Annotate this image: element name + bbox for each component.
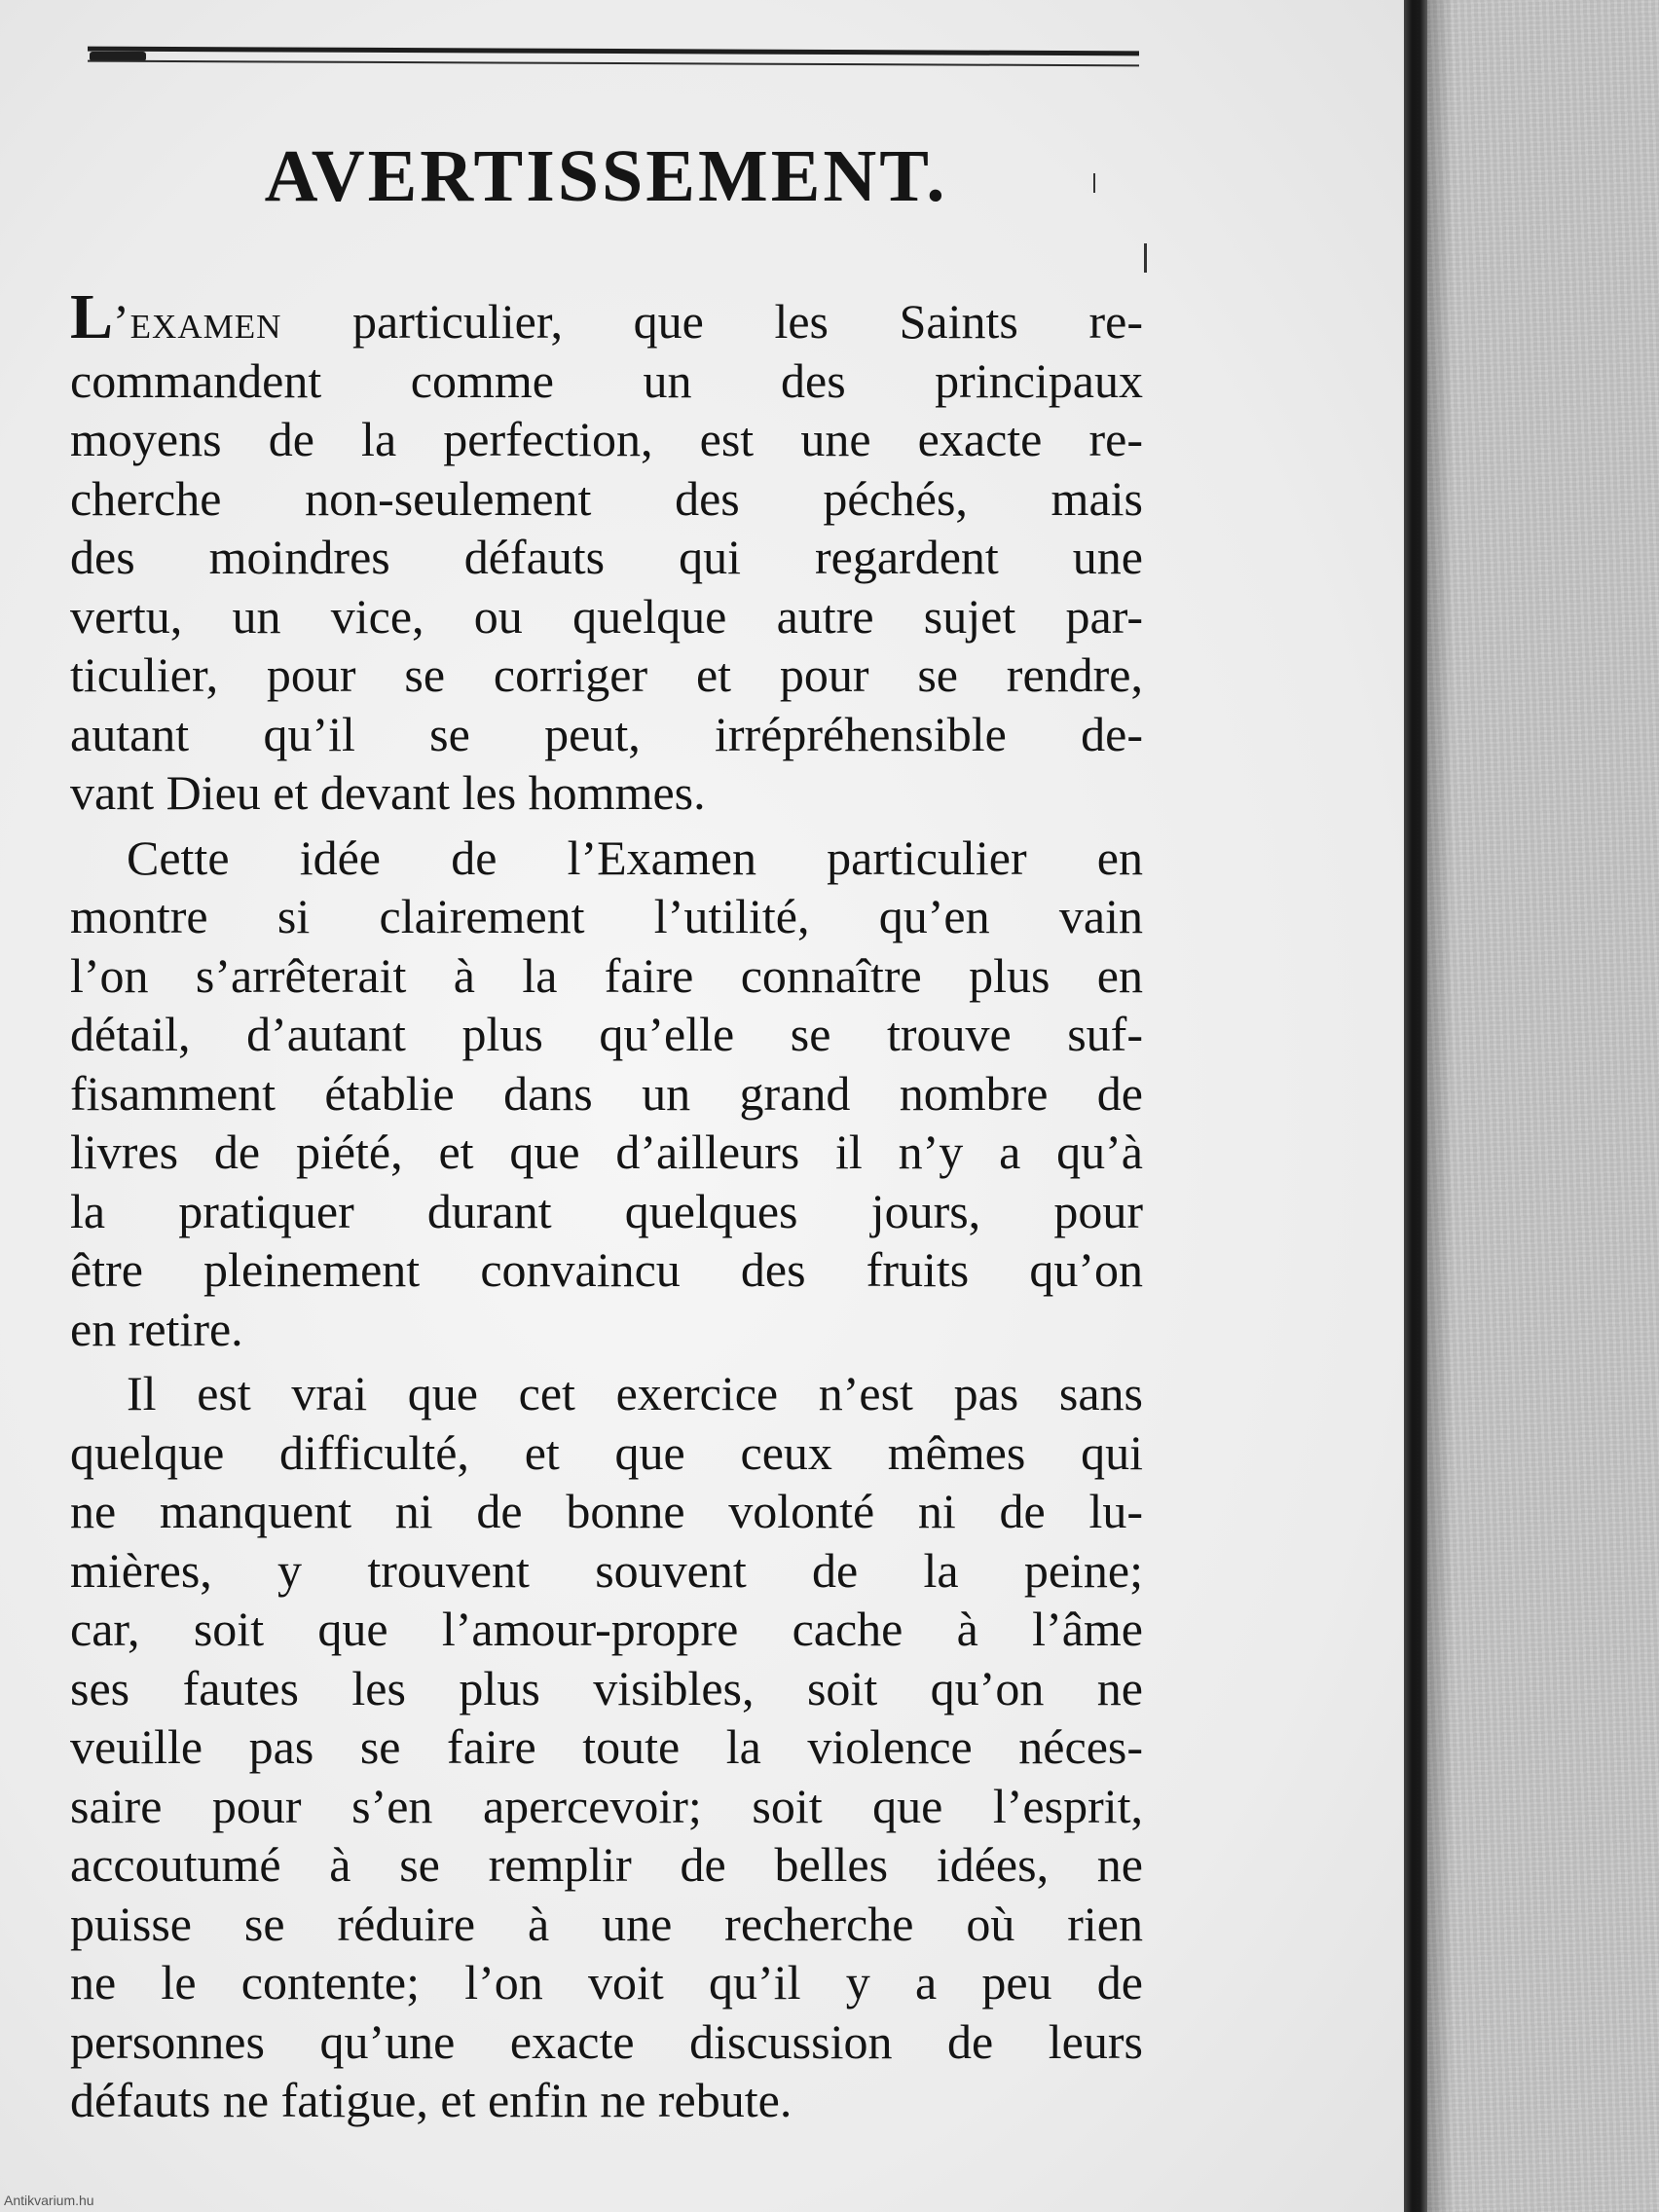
page-title: AVERTISSEMENT.: [264, 135, 948, 217]
margin-mark: [1093, 173, 1095, 193]
watermark: Antikvarium.hu: [4, 2193, 94, 2208]
text-line: ne manquent ni de bonne volonté ni de lu-: [70, 1484, 1143, 1538]
text-line: saire pour s’en apercevoir; soit que l’esprit,: [70, 1778, 1143, 1833]
text-line: moyens de la perfection, est une exacte re-: [70, 412, 1143, 466]
text-line: l’on s’arrêterait à la faire connaître plus en: [70, 947, 1143, 1003]
first-word: ’examen: [113, 294, 282, 349]
text-line: car, soit que l’amour-propre cache à l’âme: [70, 1602, 1143, 1656]
text-line: puisse se réduire à une recherche où rien: [70, 1896, 1143, 1951]
text-line: fisamment établie dans un grand nombre de: [70, 1065, 1143, 1121]
text-line: défauts ne fatigue, et enfin ne rebute.: [70, 2073, 793, 2127]
drop-cap: L: [70, 292, 114, 351]
margin-mark: [1144, 243, 1147, 273]
text-line: montre si clairement l’utilité, qu’en vain: [70, 889, 1143, 943]
line-text: particulier, que les Saints re-: [352, 294, 1143, 349]
text-line: quelque difficulté, et que ceux mêmes qui: [70, 1424, 1143, 1480]
text-line: Cette idée de l’Examen particulier en: [127, 830, 1143, 885]
text-line: cherche non-seulement des péchés, mais: [70, 470, 1143, 526]
book-gutter: [1404, 0, 1427, 2212]
text-line: mières, y trouvent souvent de la peine;: [70, 1542, 1143, 1598]
text-line: en retire.: [70, 1301, 243, 1356]
paragraph-2: [70, 829, 1143, 1359]
text-line: [70, 292, 1143, 351]
text-line: ne le contente; l’on voit qu’il y a peu de: [70, 1955, 1143, 2009]
paragraph-1: [70, 292, 1143, 823]
text-line: ticulier, pour se corriger et pour se rendre,: [70, 647, 1143, 702]
text-line: autant qu’il se peut, irrépréhensible de-: [70, 706, 1143, 761]
text-line: ses fautes les plus visibles, soit qu’on ne: [70, 1660, 1143, 1715]
text-line: des moindres défauts qui regardent une: [70, 530, 1143, 584]
text-line: livres de piété, et que d’ailleurs il n’y a qu’à: [70, 1124, 1143, 1179]
text-line: personnes qu’une exacte discussion de leurs: [70, 2013, 1143, 2069]
text-line: vertu, un vice, ou quelque autre sujet par-: [70, 588, 1143, 644]
text-line: accoutumé à se remplir de belles idées, ne: [70, 1837, 1143, 1892]
page-body: [70, 292, 1143, 2130]
text-line: être pleinement convaincu des fruits qu’on: [70, 1242, 1143, 1297]
paragraph-3: [70, 1364, 1143, 2130]
gutter-shadow: [1427, 0, 1453, 2212]
text-line: Il est vrai que cet exercice n’est pas sans: [127, 1366, 1143, 1420]
text-line: commandent comme un des principaux: [70, 352, 1143, 408]
text-line: la pratiquer durant quelques jours, pour: [70, 1183, 1143, 1238]
text-line: veuille pas se faire toute la violence néces-: [70, 1719, 1143, 1774]
text-line: vant Dieu et devant les hommes.: [70, 765, 706, 820]
text-line: détail, d’autant plus qu’elle se trouve suf-: [70, 1007, 1143, 1061]
